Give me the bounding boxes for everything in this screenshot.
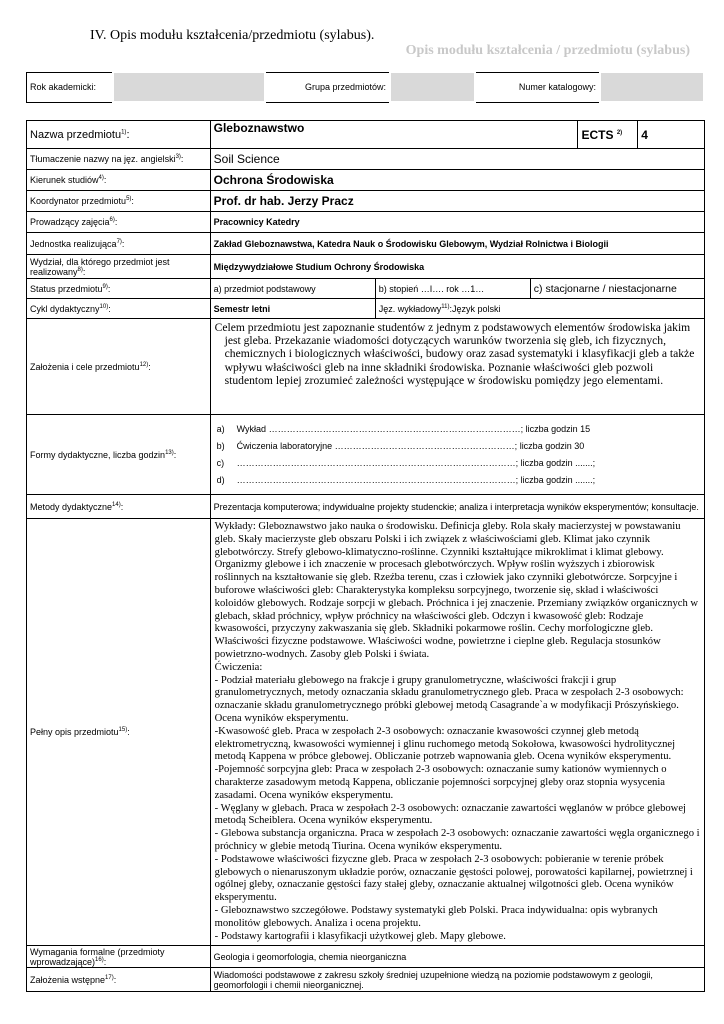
cykl-value: Semestr letni: [210, 299, 375, 319]
ects-value: 4: [638, 121, 705, 149]
row-zalozenia: Założenia i cele przedmiotu$^{12)}$: Celem przedmiotu jest zapoznanie studentów z jednym z podstawowych elementów środowiska jakim jest gleba. Przekazanie wiadomości dotyczących warunków tworzenia się gleb, ich fizycznych, chemicznych i biologicznych właściwości, budowy oraz zasad systematyki i klasyfikacji gleb a także wpływu właściwości gleb na inne składniki środowiska. Poznanie właściwości gleb pozwoli studentom lepiej zrozumieć zależności występujące w środowisku pomiędzy jego elementami.: [27, 319, 705, 415]
jezyk-value: :Język polski: [449, 303, 501, 314]
zalozenia-value: Celem przedmiotu jest zapoznanie studentów z jednym z podstawowych elementów środowiska jakim jest gleba. Przekazanie wiadomości dotyczących warunków tworzenia się gleb, ich fizycznych, chemicznych i biologicznych właściwości, budowy oraz zasad systematyki i klasyfikacji gleb a także wpływu właściwości gleb na inne składniki środowiska. Poznanie właściwości gleb pozwoli studentom lepiej zrozumieć zależności występujące w środowisku pomiędzy jego elementami.: [210, 319, 704, 415]
metody-label: Metody dydaktyczne: [30, 501, 113, 512]
cykl-label: Cykl dydaktyczny: [30, 303, 100, 314]
formy-item: b) Ćwiczenia laboratoryjne ……………………………………………………; liczba godzin 30: [216, 441, 585, 451]
row-kierunek: Kierunek studiów$^{4)}$: Ochrona Środowiska: [27, 170, 705, 191]
ects-label: ECTS $^{2)}$: [578, 121, 638, 149]
pelny-opis-label: Pełny opis przedmiotu: [30, 727, 119, 738]
prowadzacy-label: Prowadzący zajęcia: [30, 217, 110, 227]
kierunek-label: Kierunek studiów: [30, 175, 99, 185]
koordynator-value: Prof. dr hab. Jerzy Pracz: [210, 191, 704, 212]
wydzial-label: Wydział, dla którego przedmiot jest realizowany: [30, 256, 170, 277]
pelny-opis-value: Wykłady: Gleboznawstwo jako nauka o środowisku. Definicja gleby. Rola skały macierzystej w powstawaniu gleb. Skały macierzyste gleb obszaru Polski i ich związek z właściwościami gleb. Klimat jako czynnik glebotwórczy. Strefy glebowo-klimatyczno-roślinne. Czynniki kształtujące mikroklimat i klimat glebowy. Organizmy glebowe i ich znaczenie w procesach glebotwórczych. Wpływ roślin wyższych i zbiorowisk roślinnych na kształtowanie się gleb. Rzeźba terenu, czas i człowiek jako czynniki glebotwórcze. Sorpcyjne i buforowe właściwości gleb: Charakterystyka kompleksu sorpcyjnego, tworzenie się, skład i właściwości koloidów glebowych. Rodzaje sorpcji w glebach. Próchnica i jej znaczenie. Przemiany związków organicznych w glebach, skład próchnicy, wpływ próchnicy na właściwości gleb. Odczyn i kwasowość gleb: Rodzaje kwasowości, przyczyny zakwaszania się gleb. Składniki pokarmowe roślin. Cechy morfologiczne gleb. Właściwości fizyczne podstawowe. Właściwości wodne, powietrzne i cieplne gleb. Regulacja stosunków powietrzno-wodnych. Zasoby gleb Polski i świata. Ćwiczenia: - Podział materiału glebowego na frakcje i grupy granulometryczne, właściwości frakcji i grup granulometrycznych, metody oznaczania składu granulometrycznego gleb. Praca w zespołach 2-3 osobowych: oznaczanie składu granulometrycznego próbki glebowej metodą Casagrande`a w modyfikacji Prószyńskiego. Ocena wyników eksperymentu. -Kwasowość gleb. Praca w zespołach 2-3 osobowych: oznaczanie kwasowości czynnej gleb metodą elektrometryczną, kwasowości wymiennej i glinu ruchomego metodą Sokołowa, kwasowości hydrolitycznej metodą Kappena w próbce glebowej. Obliczanie potrzeb wapnowania gleb. Ocena wyników eksperymentu. -Pojemność sorpcyjna gleb: Praca w zespołach 2-3 osobowych: oznaczanie sumy kationów wymiennych o charakterze zasadowym metodą Kappena, obliczanie pojemności sorpcyjnej gleby oraz stopnia wysycenia zasadami. Ocena wyników eksperymentu. - Węglany w glebach. Praca w zespołach 2-3 osobowych: oznaczanie zawartości węglanów w próbce glebowej metodą Scheiblera. Ocena wyników eksperymentu. - Glebowa substancja organiczna. Praca w zespołach 2-3 osobowych: oznaczanie zawartości węgla organicznego i próchnicy w glebie metodą Tiurina. Ocena wyników eksperymentu. - Podstawowe właściwości fizyczne gleb. Praca w zespołach 2-3 osobowych: pobieranie w terenie próbek glebowych o nienaruszonym układzie porów, oznaczanie gęstości polowej, porowatości kapilarnej, powietrznej i ogólnej gleby, oznaczanie gęstości fazy stałej gleby, oznaczanie aktualnej wilgotności gleb. Ocena wyników eksperymentu. - Gleboznawstwo szczegółowe. Podstawy systematyki gleb Polski. Praca indywidualna: opis wybranych monolitów glebowych. Analiza i ocena projektu. - Podstawy kartografii i klasyfikacji użytkowej gleb. Mapy glebowe.: [210, 519, 704, 946]
row-metody: Metody dydaktyczne$^{14)}$: Prezentacja komputerowa; indywidualne projekty studenckie; analiza i interpretacja wyników eksperymentów; konsultacje.: [27, 495, 705, 519]
tlumaczenie-value: Soil Science: [210, 149, 704, 170]
rok-akademicki-value: [113, 72, 265, 102]
tlumaczenie-label: Tłumaczenie nazwy na jęz. angielski: [30, 154, 176, 164]
status-label: Status przedmiotu: [30, 283, 103, 294]
metody-value: Prezentacja komputerowa; indywidualne projekty studenckie; analiza i interpretacja wyników eksperymentów; konsultacje.: [210, 495, 704, 519]
jednostka-value: Zakład Gleboznawstwa, Katedra Nauk o Środowisku Glebowym, Wydział Rolnictwa i Biologii: [210, 233, 704, 255]
formy-item: c) …………………………………………………………………………………; liczba godzin .......;: [216, 458, 596, 468]
nazwa-label: Nazwa przedmiotu: [30, 128, 122, 141]
row-formy: Formy dydaktyczne, liczba godzin$^{13)}$: a) Wykład …………………………………………………………………………; liczba godzin 15 b) Ćwiczenia laboratoryjne ……………………………………………………; liczba godzin 30 c) …………………………………………………………………………………; liczba godzin .......; d) …………………………………………………………………………………; liczba godzin .......;: [27, 415, 705, 495]
rok-akademicki-label: Rok akademicki:: [27, 72, 113, 102]
row-cykl: Cykl dydaktyczny$^{10)}$: Semestr letni Jęz. wykładowy$^{11)}$:Język polski: [27, 299, 705, 319]
watermark-text: Opis modułu kształcenia / przedmiotu (sylabus): [405, 43, 690, 58]
zalozenia-label: Założenia i cele przedmiotu: [30, 361, 140, 372]
numer-katalogowy-label: Numer katalogowy:: [475, 72, 600, 102]
wymagania-value: Geologia i geomorfologia, chemia nieorganiczna: [210, 946, 704, 968]
formy-label: Formy dydaktyczne, liczba godzin: [30, 449, 166, 460]
row-wymagania: Wymagania formalne (przedmioty wprowadzające)$^{16)}$: Geologia i geomorfologia, chemia nieorganiczna: [27, 946, 705, 968]
grupa-przedmiotow-label: Grupa przedmiotów:: [265, 72, 390, 102]
zalozenia-wstepne-value: Wiadomości podstawowe z zakresu szkoły średniej uzupełnione wiedzą na poziomie podstawowym z geologii, geomorfologii i chemii nieorganicznej.: [210, 968, 704, 992]
row-pelny-opis: Pełny opis przedmiotu$^{15)}$: Wykłady: Gleboznawstwo jako nauka o środowisku. Definicja gleby. Rola skały macierzystej w powstawaniu gleb. Skały macierzyste gleb obszaru Polski i ich związek z właściwościami gleb. Klimat jako czynnik glebotwórczy. Strefy glebowo-klimatyczno-roślinne. Czynniki kształtujące mikroklimat i klimat glebowy. Organizmy glebowe i ich znaczenie w procesach glebotwórczych. Wpływ roślin wyższych i zbiorowisk roślinnych na kształtowanie się gleb. Rzeźba terenu, czas i człowiek jako czynniki glebotwórcze. Sorpcyjne i buforowe właściwości gleb: Charakterystyka kompleksu sorpcyjnego, tworzenie się, skład i właściwości koloidów glebowych. Rodzaje sorpcji w glebach. Próchnica i jej znaczenie. Przemiany związków organicznych w glebach, skład próchnicy, wpływ próchnicy na właściwości gleb. Odczyn i kwasowość gleb: Rodzaje kwasowości, przyczyny zakwaszania się gleb. Składniki pokarmowe roślin. Cechy morfologiczne gleb. Właściwości fizyczne podstawowe. Właściwości wodne, powietrzne i cieplne gleb. Regulacja stosunków powietrzno-wodnych. Zasoby gleb Polski i świata. Ćwiczenia: - Podział materiału glebowego na frakcje i grupy granulometryczne, właściwości frakcji i grup granulometrycznych, metody oznaczania składu granulometrycznego gleb. Praca w zespołach 2-3 osobowych: oznaczanie składu granulometrycznego próbki glebowej metodą Casagrande`a w modyfikacji Prószyńskiego. Ocena wyników eksperymentu. -Kwasowość gleb. Praca w zespołach 2-3 osobowych: oznaczanie kwasowości czynnej gleb metodą elektrometryczną, kwasowości wymiennej i glinu ruchomego metodą Sokołowa, kwasowości hydrolitycznej metodą Kappena w próbce glebowej. Obliczanie potrzeb wapnowania gleb. Ocena wyników eksperymentu. -Pojemność sorpcyjna gleb: Praca w zespołach 2-3 osobowych: oznaczanie sumy kationów wymiennych o charakterze zasadowym metodą Kappena, obliczanie pojemności sorpcyjnej gleby oraz stopnia wysycenia zasadami. Ocena wyników eksperymentu. - Węglany w glebach. Praca w zespołach 2-3 osobowych: oznaczanie zawartości węglanów w próbce glebowej metodą Scheiblera. Ocena wyników eksperymentu. - Glebowa substancja organiczna. Praca w zespołach 2-3 osobowych: oznaczanie zawartości węgla organicznego i próchnicy w glebie metodą Tiurina. Ocena wyników eksperymentu. - Podstawowe właściwości fizyczne gleb. Praca w zespołach 2-3 osobowych: pobieranie w terenie próbek glebowych o nienaruszonym układzie porów, oznaczanie gęstości polowej, porowatości kapilarnej, powietrznej i ogólnej gleby, oznaczanie gęstości fazy stałej gleby, oznaczanie aktualnej wilgotności gleb. Ocena wyników eksperymentu. - Gleboznawstwo szczegółowe. Podstawy systematyki gleb Polski. Praca indywidualna: opis wybranych monolitów glebowych. Analiza i ocena projektu. - Podstawy kartografii i klasyfikacji użytkowej gleb. Mapy glebowe.: [27, 519, 705, 946]
row-jednostka: Jednostka realizująca$^{7)}$: Zakład Gleboznawstwa, Katedra Nauk o Środowisku Glebowym, Wydział Rolnictwa i Biologii: [27, 233, 705, 255]
jezyk-cell: Jęz. wykładowy$^{11)}$:Język polski: [375, 299, 704, 319]
syllabus-table: [26, 120, 705, 992]
row-nazwa: Nazwa przedmiotu$^{1)}$: Gleboznawstwo ECTS $^{2)}$ 4: [27, 121, 705, 149]
grupa-przedmiotow-value: [390, 72, 475, 102]
status-a: a) przedmiot podstawowy: [210, 279, 375, 299]
row-koordynator: Koordynator przedmiotu$^{5)}$: Prof. dr hab. Jerzy Pracz: [27, 191, 705, 212]
status-c: c) stacjonarne / niestacjonarne: [530, 279, 704, 299]
formy-list: [211, 421, 704, 489]
jednostka-label: Jednostka realizująca: [30, 238, 117, 249]
kierunek-value: Ochrona Środowiska: [210, 170, 704, 191]
row-wydzial: Wydział, dla którego przedmiot jest realizowany$^{8)}$: Międzywydziałowe Studium Ochrony Środowiska: [27, 255, 705, 279]
row-tlumaczenie: Tłumaczenie nazwy na jęz. angielski$^{3)}$: Soil Science: [27, 149, 705, 170]
status-b: b) stopień …I…. rok …1…: [375, 279, 530, 299]
zalozenia-wstepne-label: Założenia wstępne: [30, 974, 106, 985]
row-status: Status przedmiotu$^{9)}$: a) przedmiot podstawowy b) stopień …I…. rok …1… c) stacjonarne / niestacjonarne: [27, 279, 705, 299]
nazwa-value: Gleboznawstwo: [210, 121, 578, 149]
page-heading: IV. Opis modułu kształcenia/przedmiotu (sylabus).: [90, 28, 375, 43]
formy-item: a) Wykład …………………………………………………………………………; liczba godzin 15: [216, 424, 591, 434]
wymagania-label: Wymagania formalne (przedmioty wprowadzające): [30, 946, 165, 967]
row-prowadzacy: Prowadzący zajęcia$^{6)}$: Pracownicy Katedry: [27, 212, 705, 233]
formy-item: d) …………………………………………………………………………………; liczba godzin .......;: [216, 475, 596, 485]
jezyk-label: Jęz. wykładowy: [378, 303, 442, 314]
wydzial-value: Międzywydziałowe Studium Ochrony Środowiska: [210, 255, 704, 279]
koordynator-label: Koordynator przedmiotu: [30, 196, 127, 206]
top-info-table: [26, 71, 705, 103]
prowadzacy-value: Pracownicy Katedry: [210, 212, 704, 233]
numer-katalogowy-value: [600, 72, 704, 102]
row-zalozenia-wstepne: Założenia wstępne$^{17)}$: Wiadomości podstawowe z zakresu szkoły średniej uzupełnione wiedzą na poziomie podstawowym z geologii, geomorfologii i chemii nieorganicznej.: [27, 968, 705, 992]
